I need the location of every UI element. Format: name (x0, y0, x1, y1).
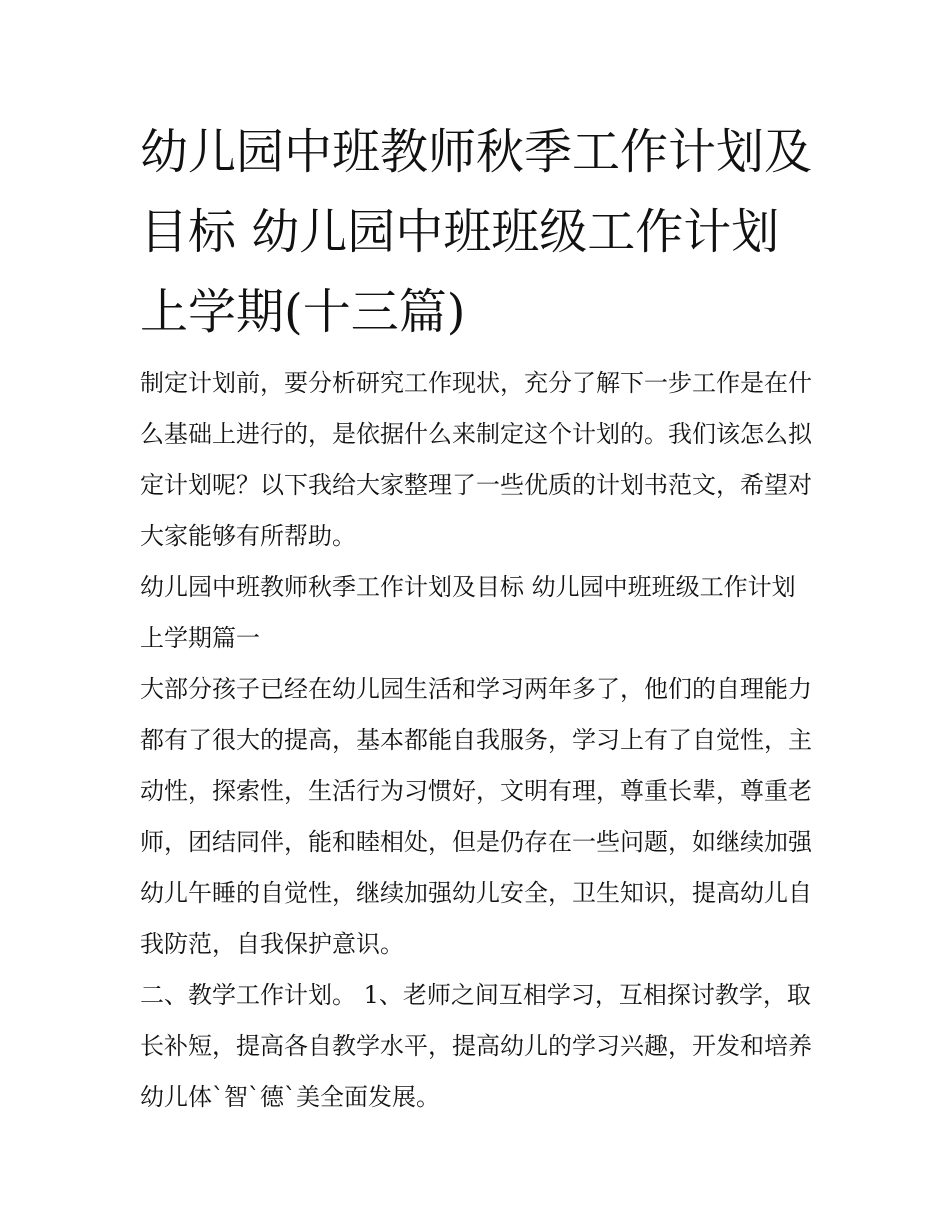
body-paragraph: 大部分孩子已经在幼儿园生活和学习两年多了，他们的自理能力都有了很大的提高，基本都能自我服务，学习上有了自觉性，主动性，探索性，生活行为习惯好，文明有理，尊重长辈，尊重老师，团结同伴，能和睦相处，但是仍存在一些问题，如继续加强幼儿午睡的自觉性，继续加强幼儿安全，卫生知识，提高幼儿自我防范，自我保护意识。 (140, 675, 812, 958)
document-body (140, 112, 812, 1123)
section-heading: 幼儿园中班教师秋季工作计划及目标 幼儿园中班班级工作计划上学期篇一 (140, 573, 796, 652)
document-title: 幼儿园中班教师秋季工作计划及目标 幼儿园中班班级工作计划上学期(十三篇) (140, 124, 813, 340)
body-paragraph: 二、教学工作计划。 1、老师之间互相学习，互相探讨教学，取长补短，提高各自教学水平，提高幼儿的学习兴趣，开发和培养幼儿体`智`德`美全面发展。 (140, 981, 812, 1111)
intro-paragraph: 制定计划前，要分析研究工作现状，充分了解下一步工作是在什么基础上进行的，是依据什么来制定这个计划的。我们该怎么拟定计划呢？以下我给大家整理了一些优质的计划书范文，希望对大家能够有所帮助。 (140, 369, 812, 550)
